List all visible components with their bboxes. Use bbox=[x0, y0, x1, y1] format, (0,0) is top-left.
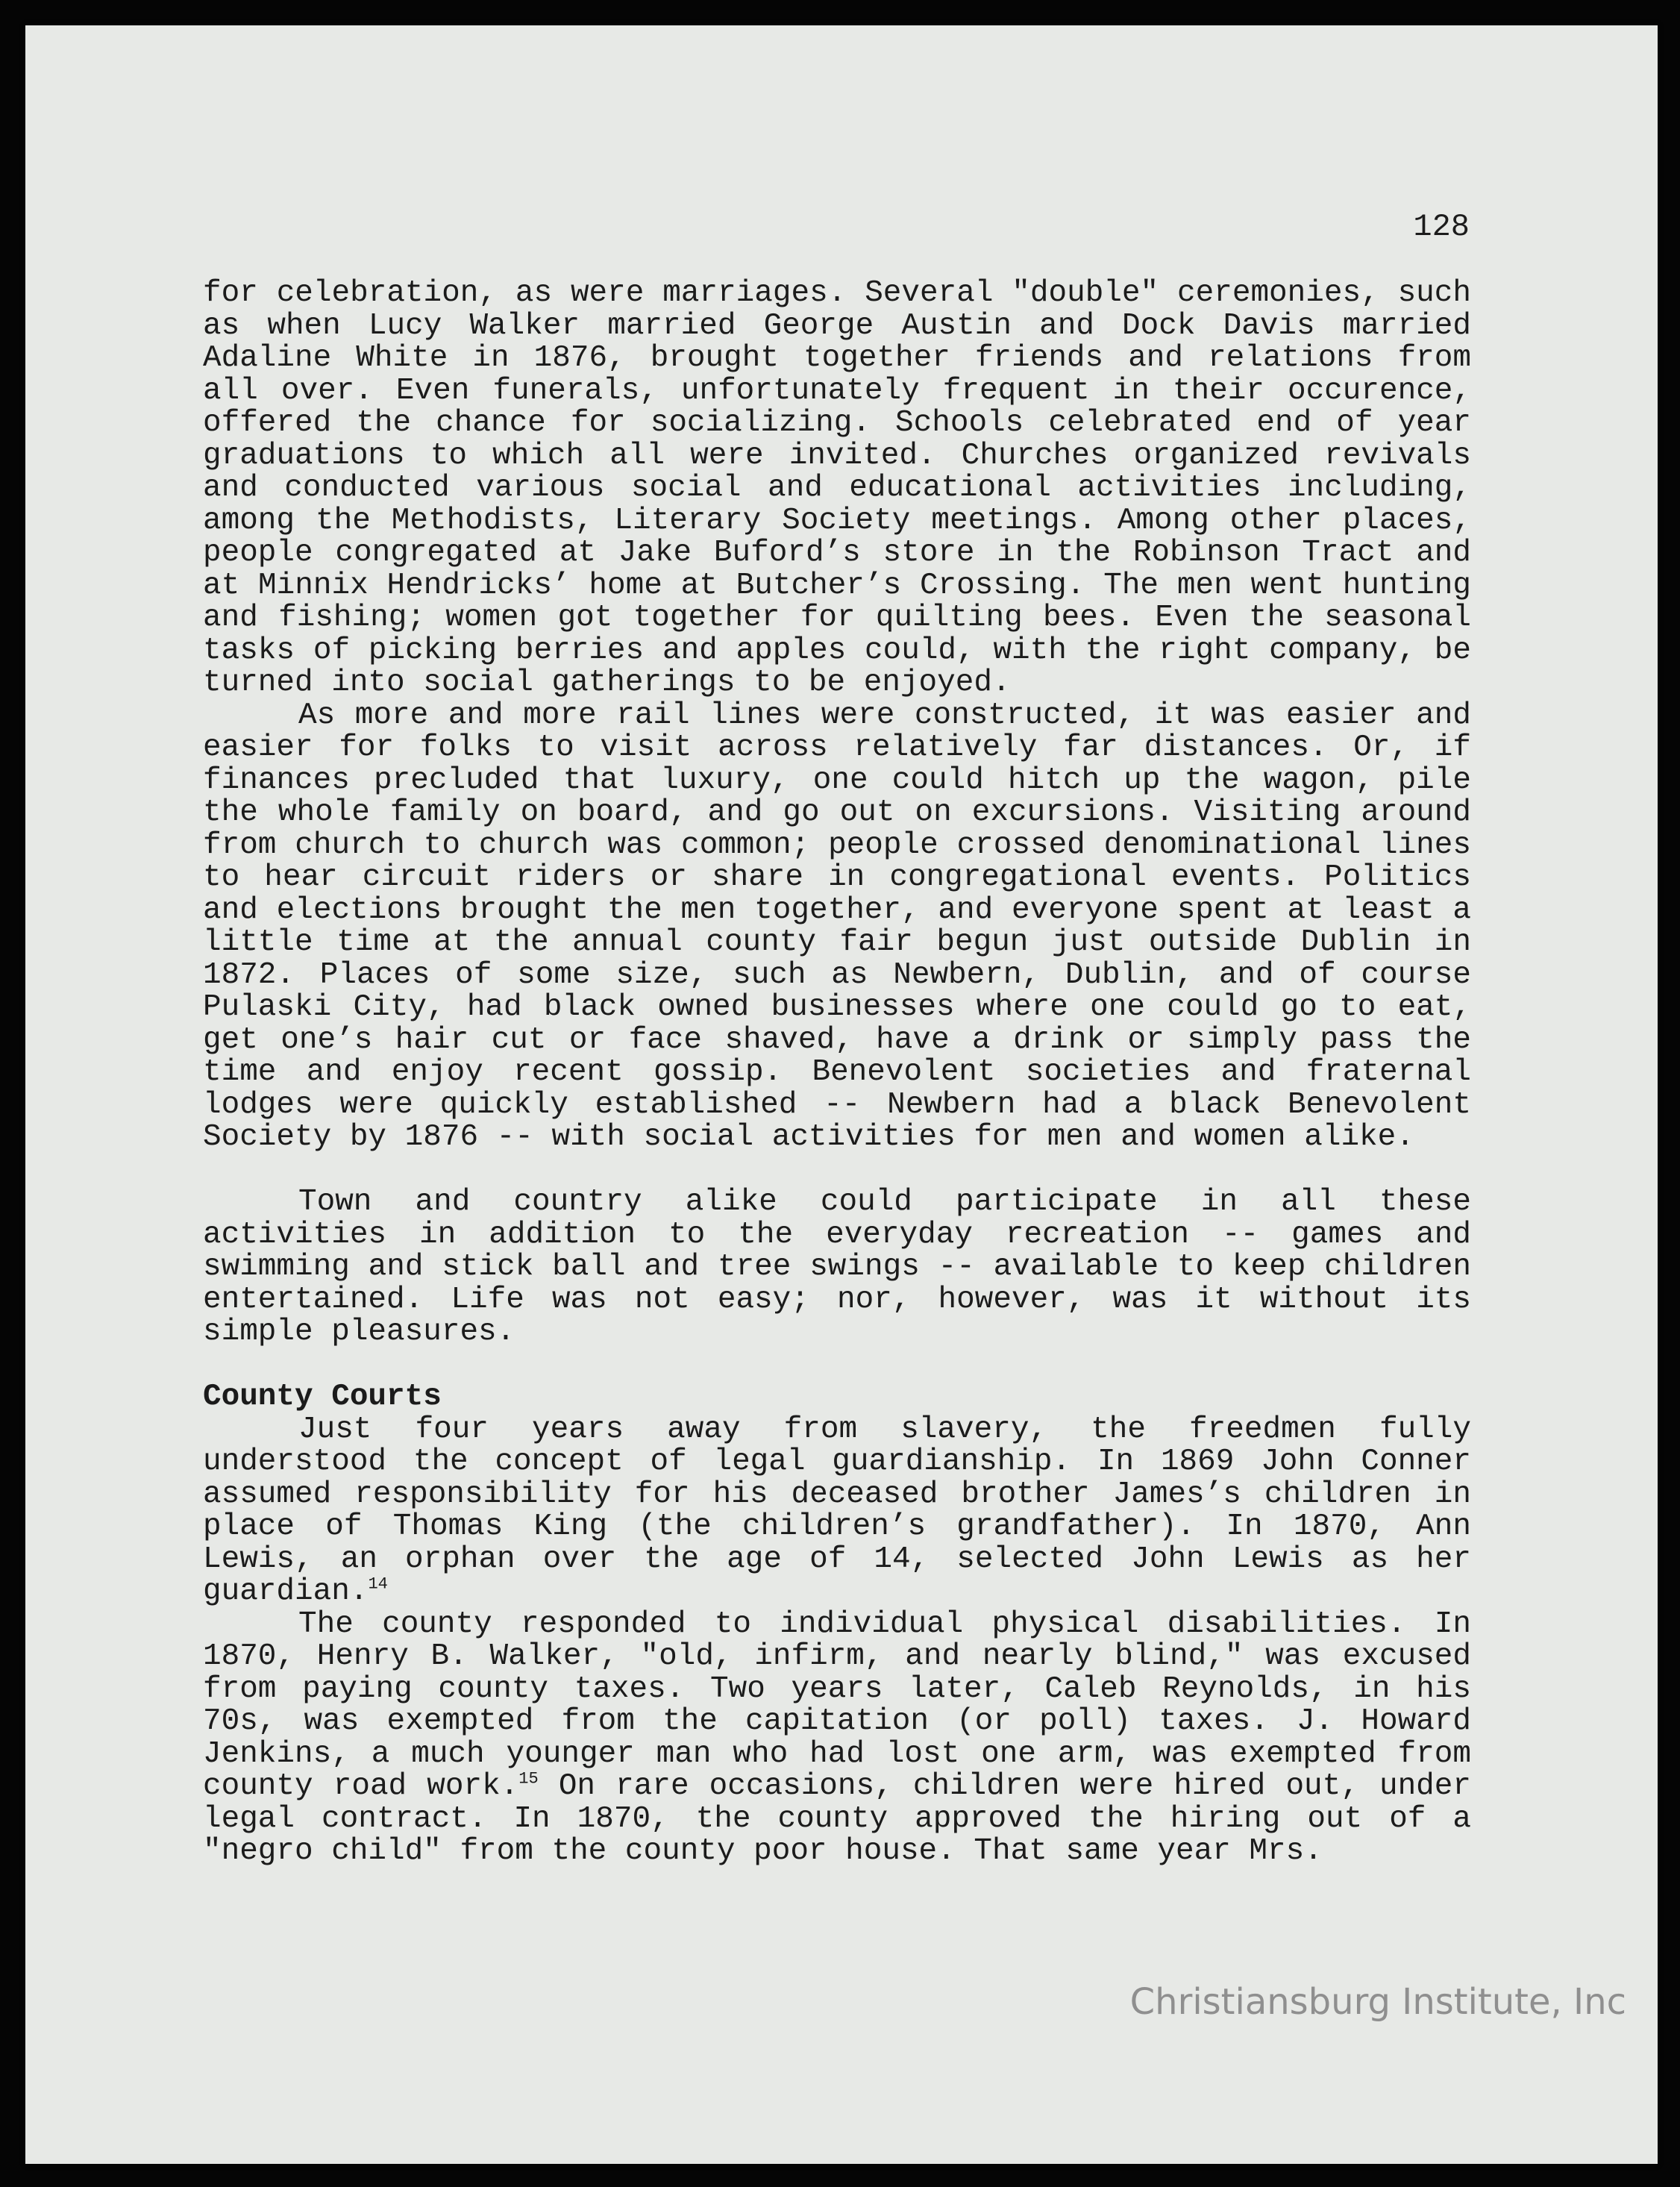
footnote-marker: 14 bbox=[368, 1574, 388, 1594]
section-heading: County Courts bbox=[203, 1380, 442, 1414]
disabilities-text-continued: On rare occasions, children were hired out, under legal contract. In 1870, the county approved the hiring out of a "negro child" from the county poor house. That same year Mrs. bbox=[203, 1769, 1471, 1868]
footnote-marker: 15 bbox=[518, 1769, 539, 1789]
paragraph-guardianship bbox=[203, 1414, 1471, 1609]
disabilities-text: The county responded to individual physical disabilities. In 1870, Henry B. Walker, "old, infirm, and nearly blind," was excused from paying county taxes. Two years later, Caleb Reynolds, in his 70s, was exempted from the capitation (or poll) taxes. J. Howard Jenkins, a much younger man who had lost one arm, was exempted from county road work. bbox=[203, 1606, 1471, 1803]
paragraph-celebrations: for celebration, as were marriages. Several "double" ceremonies, such as when Lucy Walker married George Austin and Dock Davis married Adaline White in 1876, brought together friends and relations from all over. Even funerals, unfortunately frequent in their occurence, offered the chance for socializing. Schools celebrated end of year graduations to which all were invited. Churches organized revivals and conducted various social and educational activities including, among the Methodists, Literary Society meetings. Among other places, people congregated at Jake Buford’s store in the Robinson Tract and at Minnix Hendricks’ home at Butcher’s Crossing. The men went hunting and fishing; women got together for quilting bees. Even the seasonal tasks of picking berries and apples could, with the right company, be turned into social gatherings to be enjoyed. bbox=[203, 276, 1471, 700]
paragraph-disabilities bbox=[203, 1606, 1471, 1868]
paragraph-town-and-country: Town and country alike could participate in all these activities in addition to the everyday recreation -- games and swimming and stick ball and tree swings -- available to keep children entertained. Life was not easy; nor, however, was it without its simple pleasures. bbox=[203, 1185, 1471, 1349]
guardianship-text: Just four years away from slavery, the freedmen fully understood the concept of legal guardianship. In 1869 John Conner assumed responsibility for his deceased brother James’s children in place of Thomas King (the children’s grandfather). In 1870, Ann Lewis, an orphan over the age of 14, selected John Lewis as her guardian. bbox=[203, 1412, 1471, 1609]
page-number: 128 bbox=[1413, 209, 1470, 245]
body-text bbox=[203, 278, 1471, 1868]
watermark: Christiansburg Institute, Inc bbox=[1129, 1981, 1626, 2023]
paragraph-rail-lines: As more and more rail lines were constructed, it was easier and easier for folks to visit across relatively far distances. Or, if finances precluded that luxury, one could hitch up the wagon, pile the whole family on board, and go out on excursions. Visiting around from church to church was common; people crossed denominational lines to hear circuit riders or share in congregational events. Politics and elections brought the men together, and everyone spent at least a little time at the annual county fair begun just outside Dublin in 1872. Places of some size, such as Newbern, Dublin, and of course Pulaski City, had black owned businesses where one could go to eat, get one’s hair cut or face shaved, have a drink or simply pass the time and enjoy recent gossip. Benevolent societies and fraternal lodges were quickly established -- Newbern had a black Benevolent Society by 1876 -- with social activities for men and women alike. bbox=[203, 698, 1471, 1154]
